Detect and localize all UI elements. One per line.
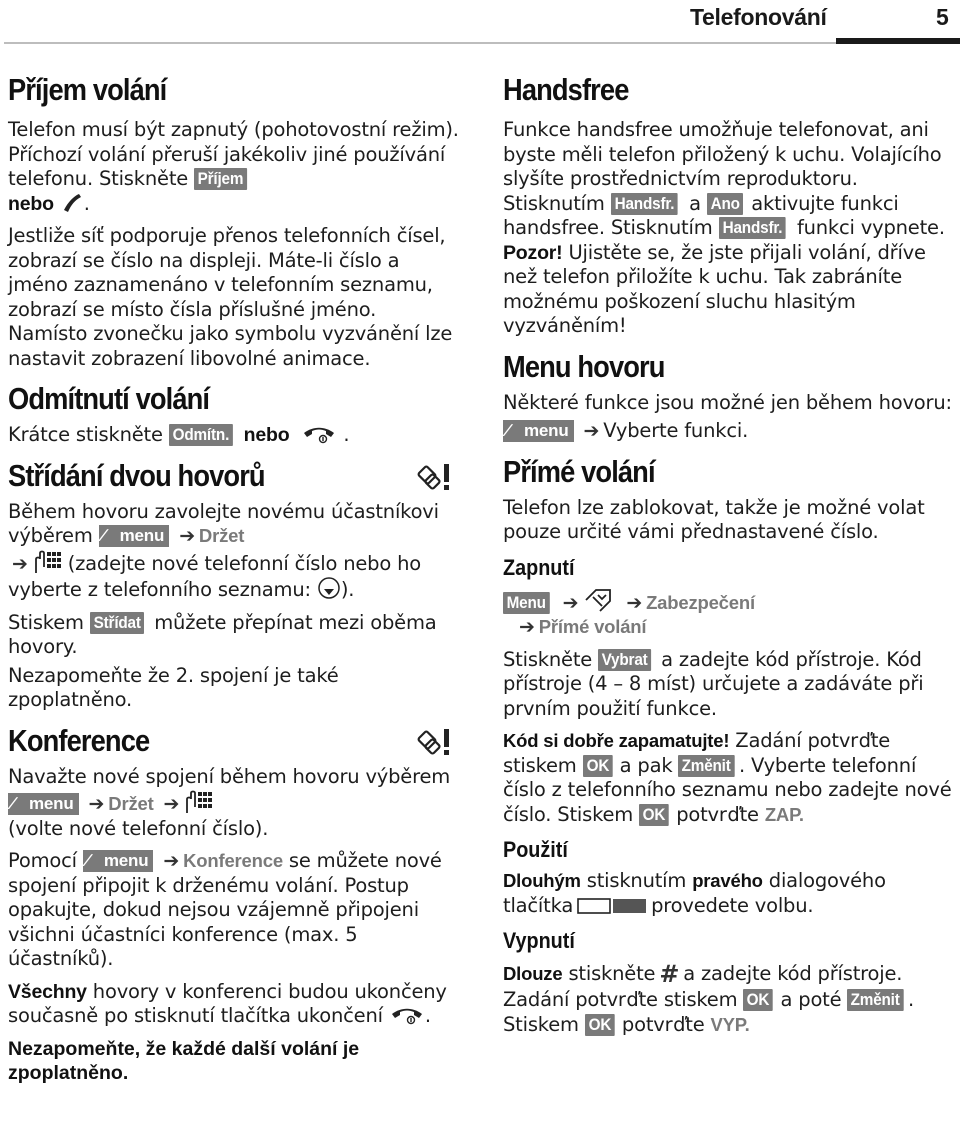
call-key-icon (60, 192, 84, 214)
paragraph-konference-1 (8, 765, 460, 842)
settings-key-icon (582, 587, 616, 613)
network-dependent-icon (414, 460, 454, 494)
menu-item-vyp: VYP. (710, 1013, 750, 1035)
arrow-icon: ➔ (519, 616, 535, 638)
arrow-icon: ➔ (626, 591, 643, 614)
softkey-ok: OK (585, 1014, 615, 1036)
nav-down-icon (317, 576, 341, 600)
text: Telefon musí být zapnutý (pohotovostní režim). Příchozí volání přeruší jakékoliv jiné používání telefonu. Stiskněte (8, 118, 459, 190)
text-bold: pravého (692, 870, 763, 891)
keypad-icon (32, 549, 62, 575)
text-bold: Dlouze (503, 963, 563, 984)
heading-konference: Konference (8, 722, 150, 758)
section-konference (8, 721, 460, 1086)
header-accent-bar (836, 38, 960, 44)
text-bold: Pozor! (503, 241, 563, 264)
menu-label: menu (524, 421, 569, 440)
paragraph-stridani-2 (8, 611, 460, 660)
heading-prijem: Příjem volání (8, 72, 167, 107)
text: Stiskněte (503, 647, 599, 671)
arrow-icon: ➔ (12, 552, 28, 575)
right-display-key-icon (577, 897, 647, 915)
softkey-ok: OK (639, 804, 669, 826)
text: Krátce stiskněte (8, 423, 169, 446)
softkey-menu (83, 850, 154, 872)
page-number: 5 (936, 4, 949, 30)
paragraph-zapnuti-1 (503, 648, 953, 722)
arrow-icon: ➔ (163, 850, 180, 872)
heading-odmitnuti: Odmítnutí volání (8, 381, 210, 416)
heading-vypnuti: Vypnutí (503, 928, 575, 953)
paragraph-odmitnuti: Krátce stiskněte Odmítn. nebo . (8, 423, 350, 446)
text: potvrďte (615, 1012, 711, 1036)
paragraph-menu-hovoru-2 (503, 419, 953, 444)
text: a pak (613, 753, 679, 777)
paragraph-konference-3: Všechny hovory v konferenci budou ukončeny současně po stisknutí tlačítka ukončení . (8, 979, 447, 1027)
phone-icon: ∕ (506, 421, 509, 440)
text: Navažte nové spojení během hovoru výběrem (8, 764, 451, 788)
text: se můžete nové spojení připojit k drženému volání. Postup opakujte, dokud nejsou vzájemně připojeni všichni účastníci konference (max. 5 účastníků). (8, 849, 442, 970)
softkey-prijem: Příjem (194, 168, 247, 190)
arrow-icon: ➔ (179, 525, 195, 547)
paragraph-zapnuti-2 (503, 729, 953, 827)
text: stisknutím (580, 869, 693, 892)
menu-item-drzet: Držet (108, 793, 154, 814)
paragraph-stridani-3: Nezapomeňte že 2. spojení je také zpoplatněno. (8, 663, 339, 711)
paragraph-handsfree (503, 118, 953, 339)
softkey-zmenit: Změnit (847, 989, 903, 1011)
paragraph-prime-1: Telefon lze zablokovat, takže je možné volat pouze určité vámi přednastavené číslo. (503, 495, 925, 543)
paragraph-pouziti (503, 869, 953, 918)
text: a zadejte kód přístroje. Zadání potvrďte stiskem (503, 962, 903, 1011)
softkey-menu (99, 525, 170, 547)
text: Pomocí (8, 849, 83, 872)
menu-item-zabezpeceni: Zabezpečení (646, 591, 755, 613)
softkey-vybrat: Vybrat (598, 649, 651, 671)
menu-label: menu (103, 851, 149, 870)
arrow-icon: ➔ (583, 420, 600, 442)
text: . Stiskem (503, 988, 914, 1036)
section-menu-hovoru (503, 347, 953, 444)
text: . Vyberte telefonní číslo z telefonního seznamu nebo zadejte nové číslo. Stiskem (503, 753, 952, 826)
header-title: Telefonování (690, 4, 827, 30)
softkey-odmitn: Odmítn. (169, 424, 233, 446)
text-bold: nebo (8, 192, 54, 215)
softkey-ano: Ano (707, 193, 743, 215)
menu-item-drzet: Držet (198, 525, 245, 546)
section-odmitnuti (8, 379, 460, 448)
end-call-key-icon (389, 1005, 425, 1025)
paragraph-menu-hovoru-1: Některé funkce jsou možné jen během hovoru: (503, 390, 952, 414)
softkey-stridat: Střídat (90, 612, 144, 634)
paragraph-stridani-1 (8, 500, 460, 603)
page-header (0, 0, 960, 44)
text: můžete přepínat mezi oběma hovory. (8, 610, 437, 658)
text: ). (340, 578, 355, 601)
arrow-icon: ➔ (88, 793, 105, 815)
text: Funkce handsfree umožňuje telefonovat, ani byste měli telefon přiložený k uchu. Volajícího slyšíte prostřednictvím reproduktoru. Stisknutím (503, 118, 942, 215)
hash-key-icon: # (659, 960, 680, 988)
heading-prime-volani: Přímé volání (503, 453, 655, 489)
text: Ujistěte se, že jste přijali volání, dříve než telefon přiložíte k uchu. Tak zabráníte možnému poškození sluchu hlasitým vyzváněním! (503, 240, 926, 337)
phone-icon: ∕ (11, 794, 14, 813)
header-rule (4, 42, 960, 44)
heading-zapnuti: Zapnutí (503, 554, 575, 580)
arrow-icon: ➔ (562, 591, 579, 614)
menu-item-prime-volani: Přímé volání (538, 616, 647, 637)
menu-item-zap: ZAP. (764, 803, 804, 825)
text: funkci vypnete. (790, 216, 945, 239)
softkey-menu-text: Menu (503, 592, 549, 614)
text-bold: Všechny (8, 980, 87, 1003)
text-bold: Dlouhým (503, 870, 581, 891)
paragraph-prijem-1: Telefon musí být zapnutý (pohotovostní režim). Příchozí volání přeruší jakékoliv jiné používání telefonu. Stiskněte Příjem nebo . (8, 118, 459, 215)
softkey-zmenit: Změnit (678, 755, 734, 777)
network-dependent-icon (414, 725, 454, 759)
heading-pouziti: Použití (503, 837, 568, 862)
section-stridani (8, 456, 460, 713)
phone-icon: ∕ (85, 851, 89, 870)
paragraph-zapnuti-path (503, 587, 953, 640)
paragraph-konference-2 (8, 849, 460, 972)
text: potvrďte (670, 802, 765, 826)
text: Vyberte funkci. (603, 419, 749, 442)
text: (volte nové telefonní číslo). (8, 816, 269, 840)
section-handsfree (503, 70, 953, 339)
paragraph-konference-4: Nezapomeňte, že každé další volání je zpoplatněno. (8, 1037, 360, 1084)
menu-item-konference: Konference (183, 850, 283, 871)
right-column (503, 70, 953, 1045)
softkey-handsfr: Handsfr. (719, 217, 786, 239)
softkey-handsfr: Handsfr. (611, 193, 678, 215)
text-bold: Kód si dobře zapamatujte! (503, 730, 730, 751)
end-call-key-icon (301, 424, 337, 444)
text: Během hovoru zavolejte novému účastníkovi výběrem (8, 499, 439, 547)
text: (zadejte nové telefonní číslo nebo ho vyberte z telefonního seznamu: (8, 551, 421, 601)
left-column (8, 70, 460, 1094)
paragraph-vypnuti (503, 960, 953, 1037)
text: aktivujte funkci handsfree. Stisknutím (503, 191, 899, 239)
heading-menu-hovoru: Menu hovoru (503, 348, 665, 384)
heading-stridani: Střídání dvou hovorů (8, 457, 265, 493)
text: Zadání potvrďte stiskem (503, 729, 891, 777)
softkey-menu (8, 793, 79, 815)
text: hovory v konferenci budou ukončeny současně po stisknutí tlačítka ukončení (8, 979, 447, 1027)
keypad-icon (183, 789, 213, 815)
section-prijem (8, 70, 460, 371)
softkey-ok: OK (743, 989, 773, 1011)
text: a zadejte kód přístroje. Kód přístroje (4 – 8 míst) určujete a zadáváte při prvním použití funkce. (503, 647, 924, 720)
text-bold: nebo (243, 424, 290, 446)
text: dialogového tlačítka (503, 869, 886, 917)
text: stiskněte (562, 962, 656, 985)
softkey-menu (503, 420, 574, 442)
menu-label: menu (119, 526, 165, 545)
phone-icon: ∕ (101, 526, 105, 545)
text: Stiskem (8, 610, 90, 634)
softkey-ok: OK (583, 755, 613, 777)
paragraph-prijem-2: Jestliže síť podporuje přenos telefonních čísel, zobrazí se číslo na displeji. Máte-li číslo a jméno zaznamenáno v telefonním seznamu, zobrazí se místo čísla příslušné jméno. Namísto zvonečku jako symbolu vyzvánění lze nastavit zobrazení libovolné animace. (8, 224, 453, 370)
menu-label: menu (29, 794, 74, 813)
heading-handsfree: Handsfree (503, 72, 629, 107)
arrow-icon: ➔ (163, 793, 180, 815)
section-prime-volani (503, 452, 953, 1038)
text: a poté (774, 988, 848, 1011)
text: provedete volbu. (651, 893, 814, 917)
text: a (683, 191, 707, 215)
